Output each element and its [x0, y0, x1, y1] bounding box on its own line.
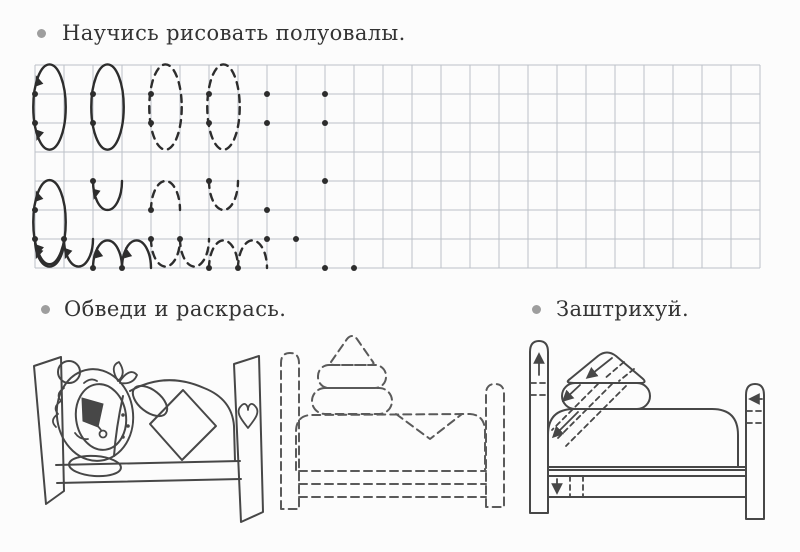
hatch-section-title: Заштрихуй. [556, 297, 690, 321]
mattress [548, 409, 738, 467]
pillow-middle [318, 365, 386, 388]
bear-in-bed-illustration [26, 336, 270, 536]
pillow-bottom [312, 388, 392, 414]
pillow-top [330, 336, 373, 365]
blanket-fold [396, 414, 462, 439]
bear-head [51, 361, 139, 466]
bed-post-right [746, 384, 764, 519]
dashed-bed-illustration [268, 330, 510, 538]
hatched-bed-illustration [524, 333, 776, 538]
heart-icon [239, 404, 258, 428]
bear-eye-patch [82, 398, 103, 427]
mattress [296, 414, 485, 470]
pillow-top [568, 353, 645, 384]
tear-drop [100, 431, 107, 438]
bear-paw [127, 380, 172, 422]
bear-arm [68, 454, 121, 478]
bullet-icon [532, 305, 541, 314]
trace-section-title: Обведи и раскрась. [64, 297, 287, 321]
bed-footboard [234, 356, 263, 522]
bed-post-right [486, 384, 504, 507]
bed-rail [56, 461, 241, 483]
pillow-diamond [150, 390, 216, 460]
practice-section-title: Научись рисовать полуовалы. [62, 21, 406, 45]
bullet-icon [41, 305, 50, 314]
